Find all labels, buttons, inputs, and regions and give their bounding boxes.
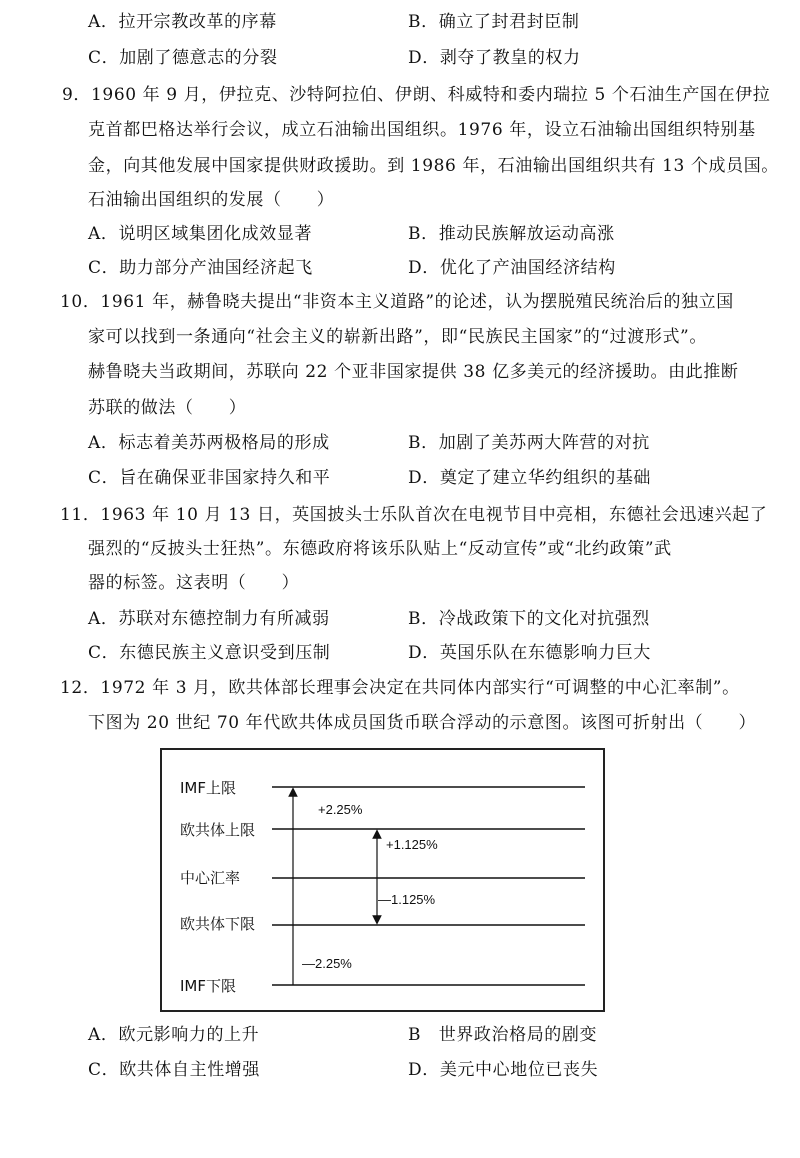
q10-option-d: D．奠定了建立华约组织的基础 — [408, 468, 652, 488]
q10-option-a: A．标志着美苏两极格局的形成 — [88, 433, 330, 453]
level-ec-lower: 欧共体下限 — [180, 915, 256, 933]
q12-option-b: B 世界政治格局的剧变 — [408, 1025, 598, 1045]
q9-option-b: B．推动民族解放运动高涨 — [408, 224, 615, 244]
q11-stem-line: 器的标签。这表明（ ） — [88, 573, 300, 593]
q9-stem-line: 9．1960 年 9 月，伊拉克、沙特阿拉伯、伊朗、科威特和委内瑞拉 5 个石油生产国在伊拉 — [62, 85, 771, 105]
q11-option-a: A．苏联对东德控制力有所减弱 — [88, 609, 330, 629]
q9-option-a: A．说明区域集团化成效显著 — [88, 224, 313, 244]
value-ec-minus: —1.125% — [378, 892, 436, 907]
q11-option-b: B．冷战政策下的文化对抗强烈 — [408, 609, 650, 629]
value-ec-plus: +1.125% — [386, 837, 438, 852]
q9-stem-line: 石油输出国组织的发展（ ） — [88, 190, 335, 210]
q9-option-d: D．优化了产油国经济结构 — [408, 258, 616, 278]
q8-option-b: B．确立了封君封臣制 — [408, 12, 580, 32]
q9-stem-line: 克首都巴格达举行会议，成立石油输出国组织。1976 年，设立石油输出国组织特别基 — [88, 120, 756, 140]
level-ec-upper: 欧共体上限 — [180, 821, 256, 839]
q11-option-c: C．东德民族主义意识受到压制 — [88, 643, 331, 663]
exchange-rate-band-diagram — [160, 748, 605, 1012]
q10-option-b: B．加剧了美苏两大阵营的对抗 — [408, 433, 650, 453]
q10-stem-line: 赫鲁晓夫当政期间，苏联向 22 个亚非国家提供 38 亿多美元的经济援助。由此推断 — [88, 362, 739, 382]
q8-option-c: C．加剧了德意志的分裂 — [88, 48, 278, 68]
q12-stem-line: 下图为 20 世纪 70 年代欧共体成员国货币联合浮动的示意图。该图可折射出（ ） — [88, 713, 757, 733]
q12-option-a: A．欧元影响力的上升 — [88, 1025, 260, 1045]
q12-option-c: C．欧共体自主性增强 — [88, 1060, 261, 1080]
q8-option-d: D．剥夺了教皇的权力 — [408, 48, 581, 68]
q10-stem-line: 家可以找到一条通向“社会主义的崭新出路”，即“民族民主国家”的“过渡形式”。 — [88, 327, 707, 347]
q11-stem-line: 强烈的“反披头士狂热”。东德政府将该乐队贴上“反动宣传”或“北约政策”武 — [88, 539, 672, 559]
level-imf-upper: IMF上限 — [180, 779, 236, 797]
q9-option-c: C．助力部分产油国经济起飞 — [88, 258, 313, 278]
level-central-rate: 中心汇率 — [180, 869, 241, 887]
q10-option-c: C．旨在确保亚非国家持久和平 — [88, 468, 331, 488]
level-imf-lower: IMF下限 — [180, 977, 236, 995]
q12-option-d: D．美元中心地位已丧失 — [408, 1060, 599, 1080]
value-imf-plus: +2.25% — [318, 802, 363, 817]
q9-stem-line: 金，向其他发展中国家提供财政援助。到 1986 年，石油输出国组织共有 13 个成员国。 — [88, 156, 779, 176]
q11-option-d: D．英国乐队在东德影响力巨大 — [408, 643, 652, 663]
q12-stem-line: 12．1972 年 3 月，欧共体部长理事会决定在共同体内部实行“可调整的中心汇率制”。 — [60, 678, 740, 698]
q10-stem-line: 10．1961 年，赫鲁晓夫提出“非资本主义道路”的论述，认为摆脱殖民统治后的独立国 — [60, 292, 734, 312]
value-imf-minus: —2.25% — [302, 956, 352, 971]
q10-stem-line: 苏联的做法（ ） — [88, 398, 247, 418]
q8-option-a: A．拉开宗教改革的序幕 — [88, 12, 277, 32]
q11-stem-line: 11．1963 年 10 月 13 日，英国披头士乐队首次在电视节目中亮相，东德社会迅速兴起了 — [60, 505, 768, 525]
